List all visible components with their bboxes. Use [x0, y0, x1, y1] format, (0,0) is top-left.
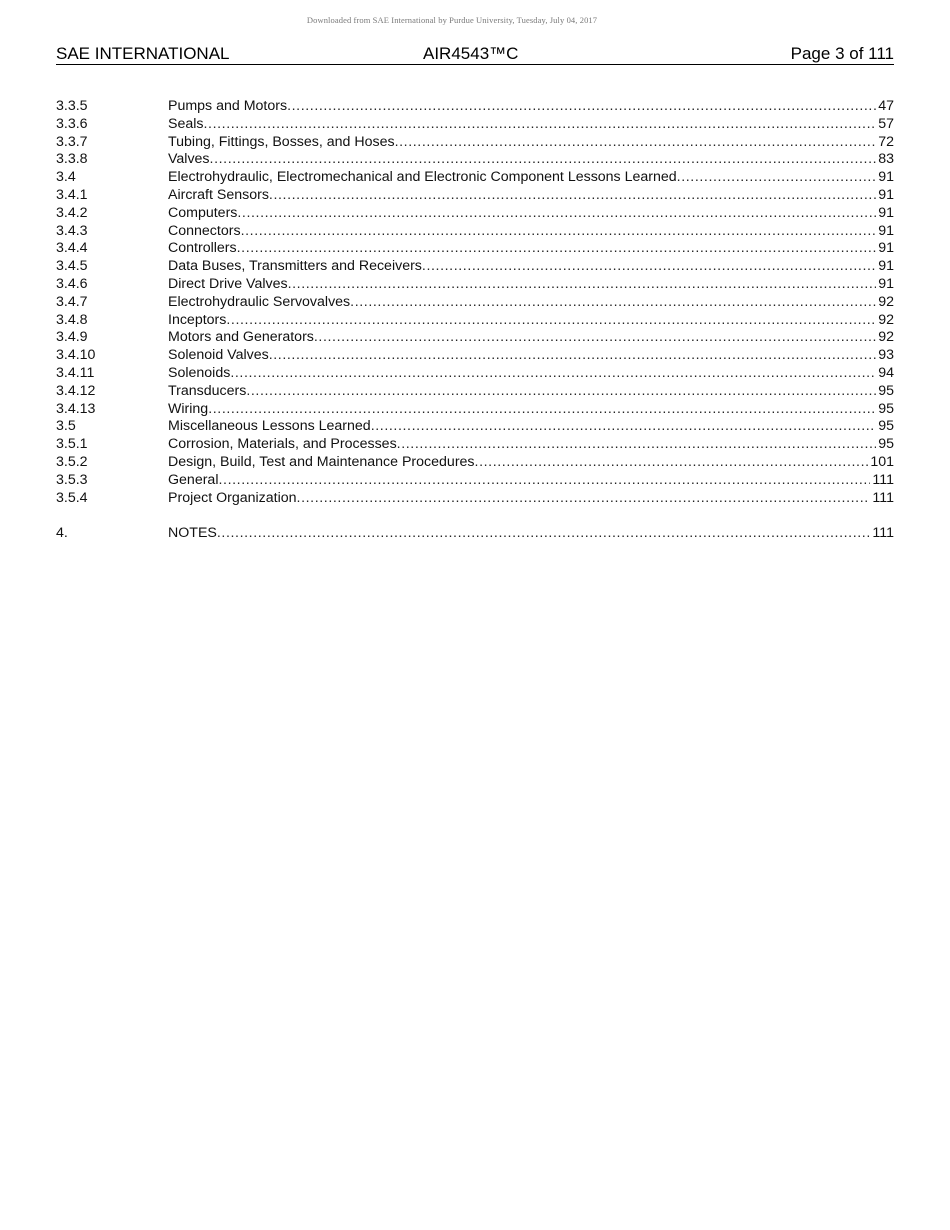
toc-dot-leader — [208, 401, 876, 419]
toc-entry — [168, 525, 894, 543]
toc-row[interactable] — [56, 418, 894, 436]
toc-page-number: 92 — [878, 293, 894, 310]
toc-entry — [168, 347, 894, 365]
toc-entry — [168, 401, 894, 419]
toc-dot-leader — [226, 312, 876, 330]
toc-dot-leader — [350, 294, 876, 312]
toc-row[interactable] — [56, 472, 894, 490]
toc-entry — [168, 276, 894, 294]
toc-row[interactable] — [56, 223, 894, 241]
toc-page-number: 91 — [878, 169, 894, 186]
toc-dot-leader — [237, 205, 876, 223]
toc-section-title: Transducers — [168, 382, 247, 399]
toc-section-number: 3.4.12 — [56, 382, 96, 399]
toc-entry — [168, 223, 894, 241]
toc-page-number: 91 — [878, 222, 894, 239]
toc-entry — [168, 134, 894, 152]
toc-section-title: Motors and Generators — [168, 329, 314, 346]
toc-page-number: 93 — [878, 347, 894, 364]
toc-page-number: 95 — [878, 382, 894, 399]
toc-section-title: NOTES — [168, 524, 217, 541]
page-header — [56, 44, 894, 65]
toc-row[interactable] — [56, 258, 894, 276]
toc-entry — [168, 454, 894, 472]
toc-dot-leader — [677, 169, 877, 187]
toc-dot-leader — [204, 116, 877, 134]
toc-section-title: Wiring — [168, 400, 209, 417]
toc-section-number: 3.4.13 — [56, 400, 96, 417]
toc-row[interactable] — [56, 525, 894, 543]
toc-section-number: 3.5.1 — [56, 436, 88, 453]
toc-section-number: 3.3.6 — [56, 115, 88, 132]
toc-section-title: Electrohydraulic, Electromechanical and Electronic Component Lessons Learned — [168, 169, 677, 186]
toc-section-number: 3.4.11 — [56, 364, 95, 381]
toc-dot-leader — [287, 98, 876, 116]
toc-entry — [168, 312, 894, 330]
toc-section-number: 3.4.6 — [56, 275, 88, 292]
toc-section-title: Project Organization — [168, 489, 297, 506]
toc-row[interactable] — [56, 365, 894, 383]
toc-row[interactable] — [56, 294, 894, 312]
header-page-number: Page 3 of 111 — [790, 44, 894, 63]
toc-page-number: 91 — [878, 204, 894, 221]
toc-page-number: 72 — [878, 133, 894, 150]
toc-section-number: 3.5.4 — [56, 489, 88, 506]
toc-dot-leader — [237, 240, 877, 258]
toc-dot-leader — [422, 258, 876, 276]
toc-entry — [168, 436, 894, 454]
toc-dot-leader — [288, 276, 877, 294]
toc-row[interactable] — [56, 490, 894, 508]
toc-row[interactable] — [56, 98, 894, 116]
toc-row[interactable] — [56, 240, 894, 258]
toc-section-number: 4. — [56, 524, 68, 541]
toc-section-title: General — [168, 471, 219, 488]
toc-entry — [168, 490, 894, 508]
toc-section-title: Corrosion, Materials, and Processes — [168, 436, 397, 453]
header-organization: SAE INTERNATIONAL — [56, 44, 230, 63]
toc-entry — [168, 365, 894, 383]
toc-section-title: Electrohydraulic Servovalves — [168, 293, 351, 310]
toc-dot-leader — [395, 134, 877, 152]
toc-section-number: 3.4.7 — [56, 293, 88, 310]
toc-section-number: 3.4.4 — [56, 240, 88, 257]
toc-entry — [168, 258, 894, 276]
toc-section-title: Tubing, Fittings, Bosses, and Hoses — [168, 133, 395, 150]
toc-dot-leader — [246, 383, 876, 401]
toc-row[interactable] — [56, 312, 894, 330]
toc-page-number: 94 — [878, 364, 894, 381]
toc-entry — [168, 187, 894, 205]
toc-section-number: 3.5.3 — [56, 471, 88, 488]
toc-entry — [168, 329, 894, 347]
toc-entry — [168, 98, 894, 116]
toc-entry — [168, 205, 894, 223]
toc-entry — [168, 169, 894, 187]
toc-section-number: 3.4.8 — [56, 311, 88, 328]
toc-section-title: Direct Drive Valves — [168, 275, 288, 292]
table-of-contents — [56, 98, 894, 543]
toc-row[interactable] — [56, 205, 894, 223]
toc-section-title: Controllers — [168, 240, 237, 257]
toc-page-number: 57 — [878, 115, 894, 132]
toc-section-number: 3.3.8 — [56, 151, 88, 168]
toc-row[interactable] — [56, 151, 894, 169]
toc-dot-leader — [397, 436, 877, 454]
toc-page-number: 91 — [878, 258, 894, 275]
toc-section-title: Design, Build, Test and Maintenance Procedures — [168, 453, 475, 470]
toc-row[interactable] — [56, 329, 894, 347]
toc-row[interactable] — [56, 347, 894, 365]
toc-section-title: Connectors — [168, 222, 241, 239]
toc-page-number: 92 — [878, 311, 894, 328]
toc-row[interactable] — [56, 436, 894, 454]
toc-dot-leader — [218, 472, 870, 490]
toc-page-number: 111 — [872, 524, 894, 541]
toc-dot-leader — [210, 151, 877, 169]
toc-section-title: Solenoid Valves — [168, 347, 269, 364]
toc-dot-leader — [269, 347, 877, 365]
toc-dot-leader — [475, 454, 869, 472]
toc-dot-leader — [371, 418, 877, 436]
toc-section-title: Valves — [168, 151, 210, 168]
toc-page-number: 92 — [878, 329, 894, 346]
toc-page-number: 83 — [878, 151, 894, 168]
download-watermark-note: Downloaded from SAE International by Purdue University, Tuesday, July 04, 2017 — [306, 15, 598, 25]
toc-section-number: 3.4.1 — [56, 186, 88, 203]
toc-dot-leader — [217, 525, 871, 543]
toc-section-title: Computers — [168, 204, 238, 221]
toc-section-number: 3.3.7 — [56, 133, 88, 150]
toc-row[interactable] — [56, 187, 894, 205]
toc-row[interactable] — [56, 454, 894, 472]
toc-row[interactable] — [56, 401, 894, 419]
toc-entry — [168, 418, 894, 436]
toc-page-number: 91 — [878, 275, 894, 292]
toc-page-number: 101 — [870, 453, 894, 470]
toc-section-title: Pumps and Motors — [168, 98, 288, 114]
toc-section-number: 3.4.5 — [56, 258, 88, 275]
toc-section-title: Aircraft Sensors — [168, 186, 269, 203]
toc-dot-leader — [269, 187, 876, 205]
toc-section-title: Miscellaneous Lessons Learned — [168, 418, 371, 435]
toc-page-number: 95 — [878, 436, 894, 453]
toc-page-number: 111 — [872, 489, 894, 506]
toc-row[interactable] — [56, 383, 894, 401]
toc-entry — [168, 240, 894, 258]
toc-section-number: 3.4.3 — [56, 222, 88, 239]
toc-page-number: 91 — [878, 240, 894, 257]
toc-section-number: 3.4 — [56, 169, 76, 186]
toc-row[interactable] — [56, 169, 894, 187]
toc-section-number: 3.5 — [56, 418, 76, 435]
toc-page-number: 111 — [872, 471, 894, 488]
toc-section-title: Inceptors — [168, 311, 227, 328]
toc-section-title: Seals — [168, 115, 204, 132]
toc-entry — [168, 383, 894, 401]
toc-row[interactable] — [56, 116, 894, 134]
header-document-id: AIR4543™C — [423, 44, 519, 63]
toc-row[interactable] — [56, 276, 894, 294]
toc-entry — [168, 472, 894, 490]
toc-page-number: 95 — [878, 418, 894, 435]
toc-dot-leader — [241, 223, 877, 241]
toc-entry — [168, 294, 894, 312]
toc-row[interactable] — [56, 134, 894, 152]
toc-section-number: 3.4.9 — [56, 329, 88, 346]
toc-dot-leader — [314, 329, 876, 347]
toc-section-title: Solenoids — [168, 364, 231, 381]
toc-section-number: 3.4.10 — [56, 347, 96, 364]
toc-page-number: 95 — [878, 400, 894, 417]
toc-page-number: 91 — [878, 186, 894, 203]
toc-dot-leader — [230, 365, 876, 383]
toc-section-number: 3.3.5 — [56, 98, 88, 114]
toc-entry — [168, 151, 894, 169]
toc-page-number: 47 — [878, 98, 894, 114]
toc-entry — [168, 116, 894, 134]
toc-section-number: 3.4.2 — [56, 204, 88, 221]
toc-section-title: Data Buses, Transmitters and Receivers — [168, 258, 422, 275]
toc-dot-leader — [297, 490, 871, 508]
toc-section-number: 3.5.2 — [56, 453, 88, 470]
